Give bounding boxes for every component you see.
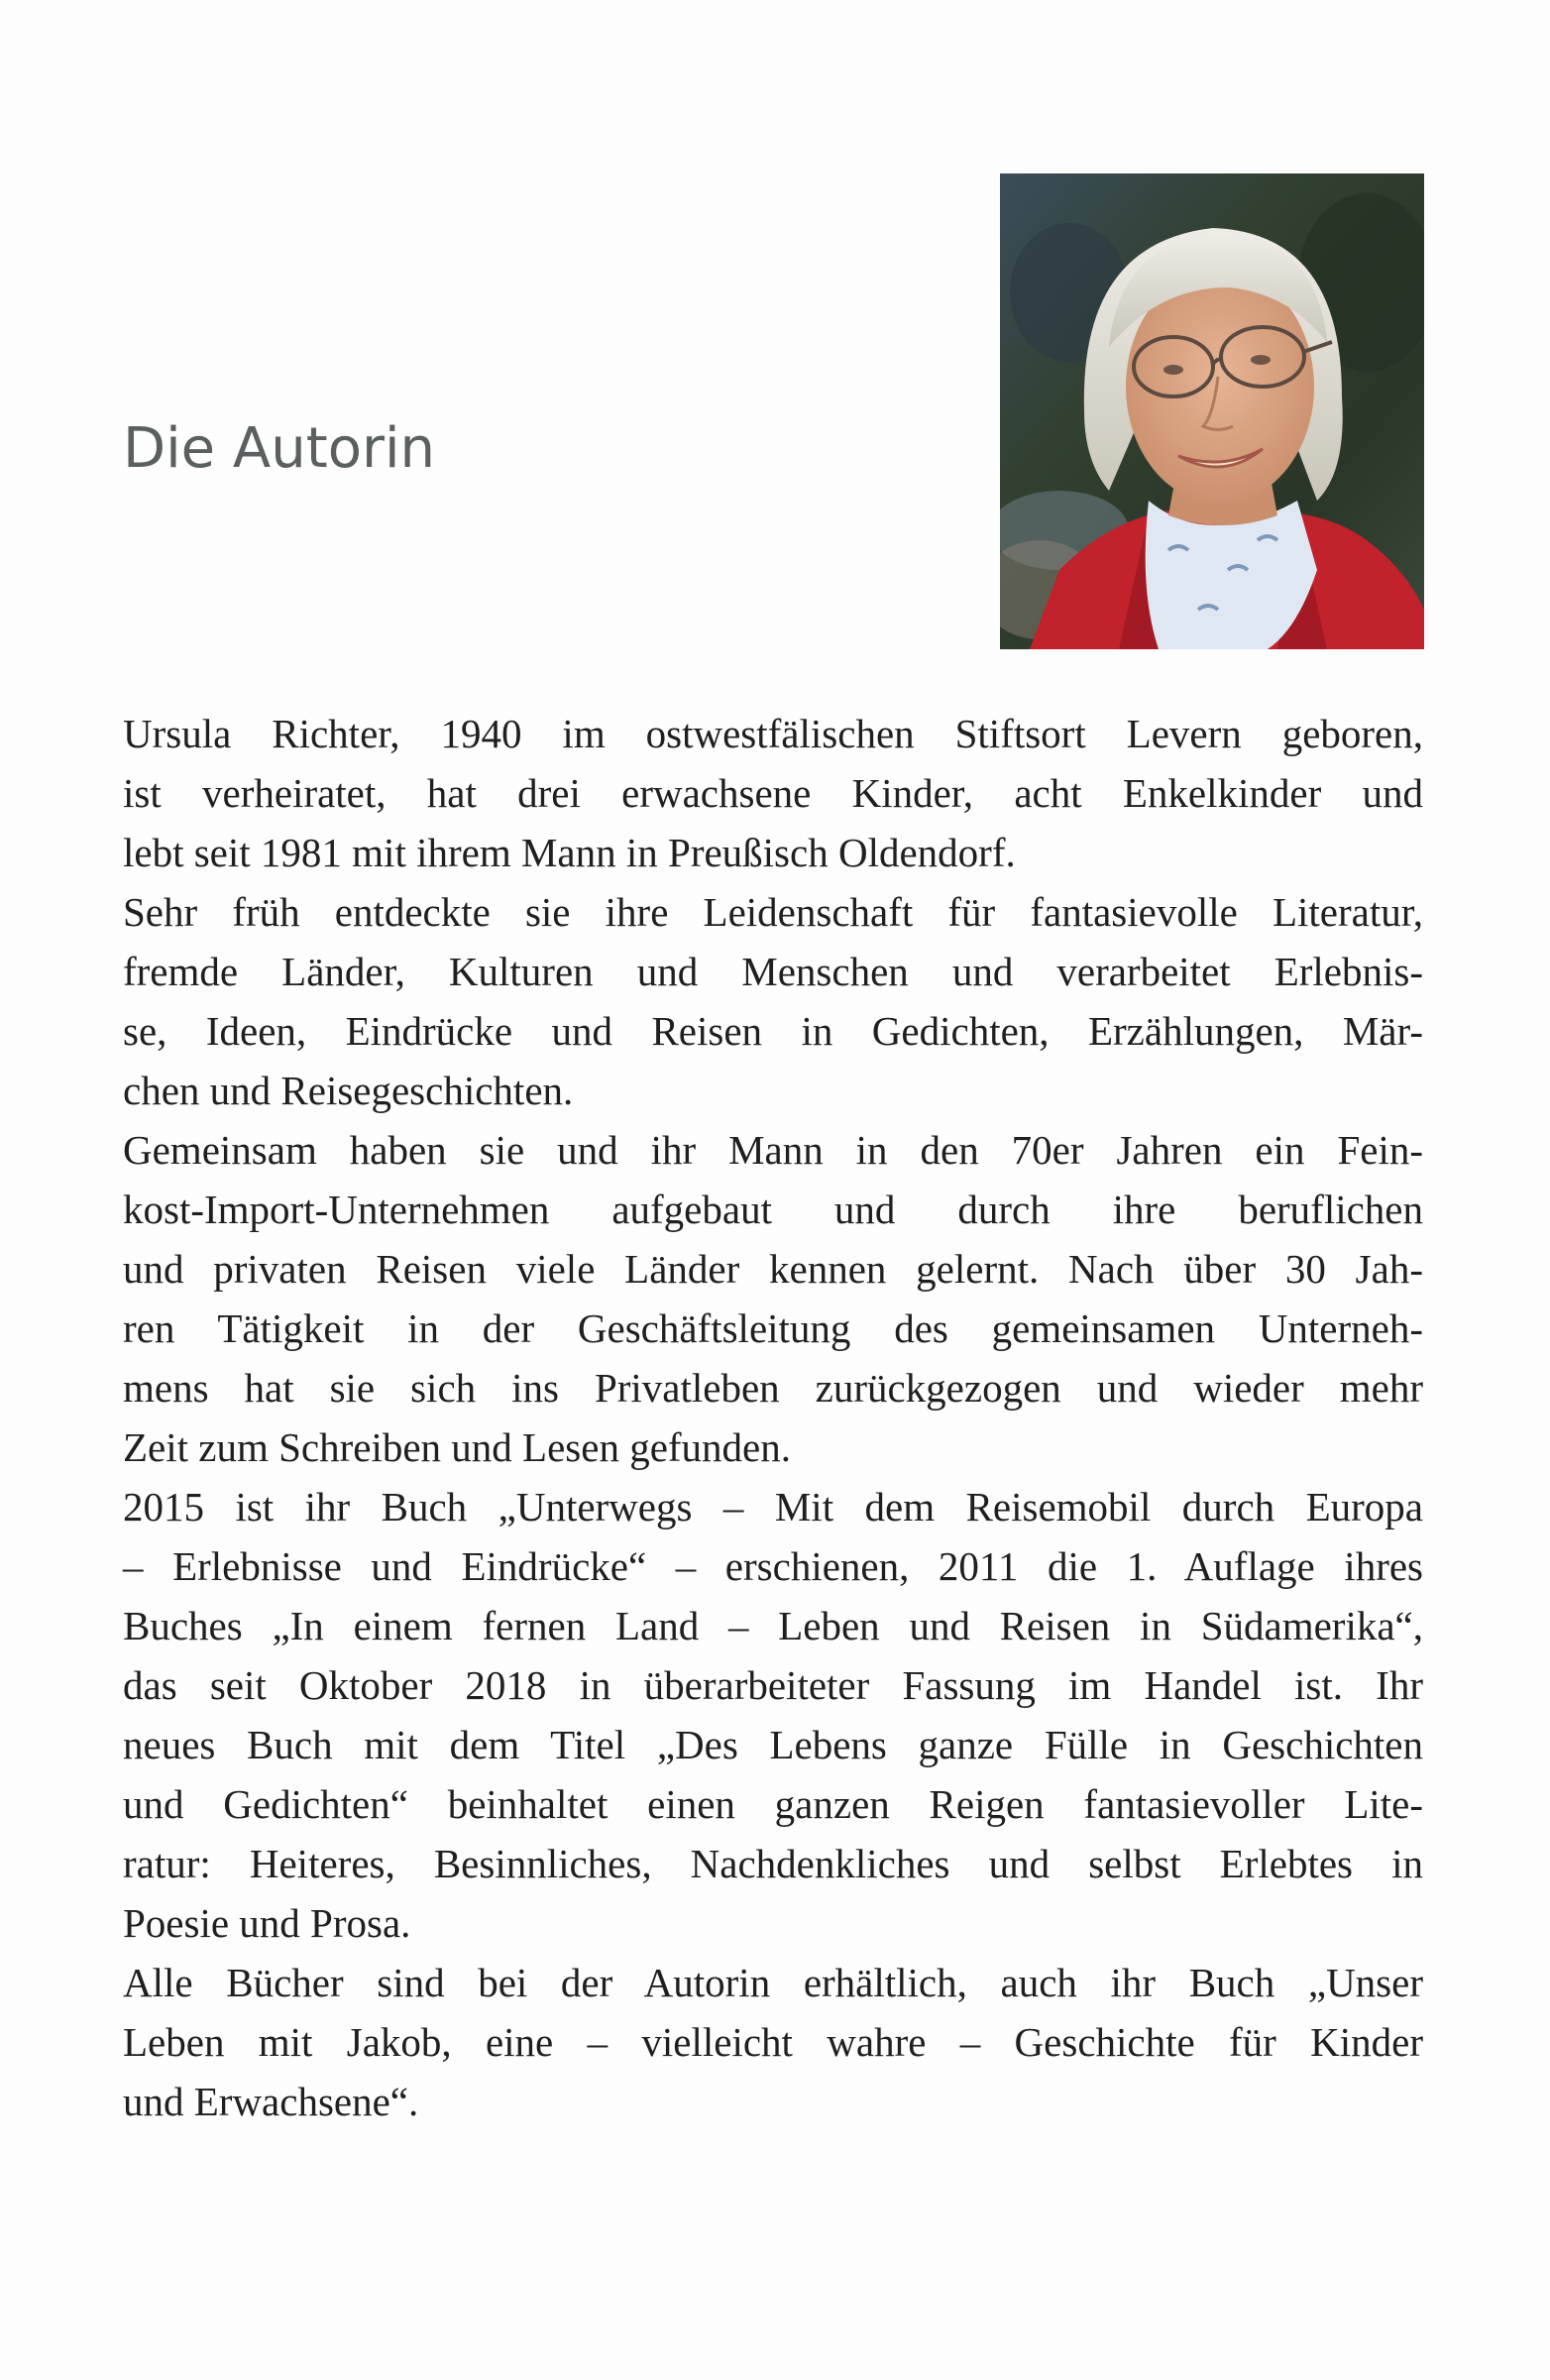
author-portrait-photo (1000, 173, 1424, 649)
bio-line: neues Buch mit dem Titel „Des Lebens ganze Fülle in Geschichten (123, 1722, 1423, 1767)
bio-line: chen und Reisegeschichten. (123, 1068, 574, 1113)
bio-line: se, Ideen, Eindrücke und Reisen in Gedichten, Erzählungen, Mär- (123, 1008, 1423, 1054)
bio-line: und Gedichten“ beinhaltet einen ganzen Reigen fantasievoller Lite- (123, 1781, 1423, 1827)
bio-line: Zeit zum Schreiben und Lesen gefunden. (123, 1424, 791, 1470)
bio-line: Gemeinsam haben sie und ihr Mann in den 70er Jahren ein Fein- (123, 1127, 1423, 1173)
bio-line: – Erlebnisse und Eindrücke“ – erschienen, 2011 die 1. Auflage ihres (123, 1543, 1423, 1589)
bio-line: Alle Bücher sind bei der Autorin erhältlich, auch ihr Buch „Unser (123, 1960, 1423, 2005)
section-title: Die Autorin (123, 416, 436, 481)
bio-line: Leben mit Jakob, eine – vielleicht wahre – Geschichte für Kinder (123, 2019, 1423, 2065)
bio-line: Sehr früh entdeckte sie ihre Leidenschaft für fantasievolle Literatur, (123, 889, 1423, 935)
bio-line: und Erwachsene“. (123, 2079, 419, 2124)
bio-line: das seit Oktober 2018 in überarbeiteter Fassung im Handel ist. Ihr (123, 1662, 1423, 1708)
bio-line: 2015 ist ihr Buch „Unterwegs – Mit dem Reisemobil durch Europa (123, 1484, 1423, 1530)
author-biography (123, 704, 1423, 2131)
bio-line: mens hat sie sich ins Privatleben zurückgezogen und wieder mehr (123, 1365, 1423, 1411)
bio-line: Buches „In einem fernen Land – Leben und Reisen in Südamerika“, (123, 1603, 1423, 1648)
bio-line: Poesie und Prosa. (123, 1900, 411, 1946)
bio-line: ratur: Heiteres, Besinnliches, Nachdenkliches und selbst Erlebtes in (123, 1841, 1423, 1886)
bio-line: lebt seit 1981 mit ihrem Mann in Preußisch Oldendorf. (123, 830, 1016, 875)
bio-line: Ursula Richter, 1940 im ostwestfälischen Stiftsort Levern geboren, (123, 711, 1423, 756)
bio-line: und privaten Reisen viele Länder kennen gelernt. Nach über 30 Jah- (123, 1246, 1423, 1292)
bio-line: ren Tätigkeit in der Geschäftsleitung des gemeinsamen Unterneh- (123, 1305, 1423, 1351)
bio-line: kost-Import-Unternehmen aufgebaut und durch ihre beruflichen (123, 1187, 1423, 1232)
bio-line: ist verheiratet, hat drei erwachsene Kinder, acht Enkelkinder und (123, 770, 1423, 816)
bio-line: fremde Länder, Kulturen und Menschen und verarbeitet Erlebnis- (123, 949, 1423, 994)
